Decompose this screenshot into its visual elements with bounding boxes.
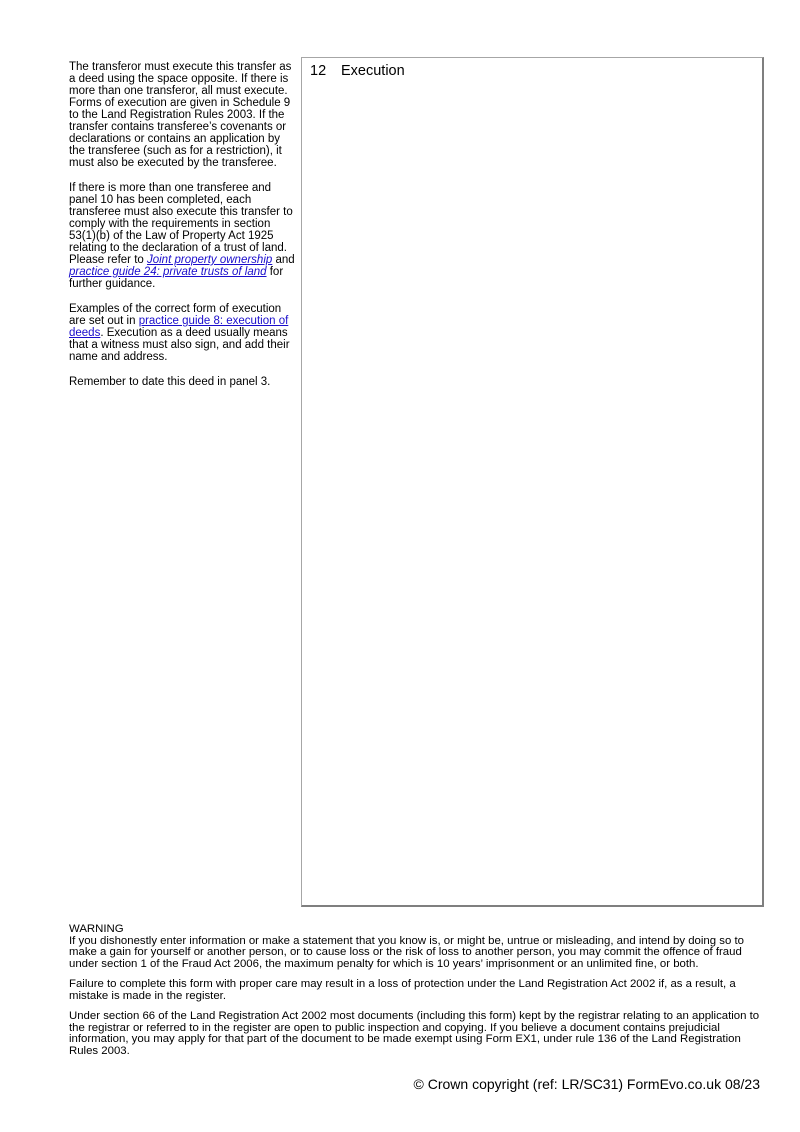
panel-title: Execution — [341, 63, 405, 79]
practice-guide-8-link[interactable]: practice guide 8: execution of deeds — [69, 315, 289, 339]
warning-title: WARNING — [69, 923, 124, 935]
guidance-text: for further guidance. — [69, 266, 284, 290]
practice-guide-24-link[interactable]: practice guide 24: private trusts of land — [69, 266, 267, 278]
guidance-text: and — [272, 254, 295, 266]
guidance-paragraph-execute: The transferor must execute this transfer as a deed using the space opposite. If there is more than one transferor, all must execute. Forms of execution are given in Schedule 9 to the Land Registration Rules 2003. If the transfer contains transferee’s covenants or declarations or contains an application by the transferee (such as for a restriction), it must also be executed by the transferee. — [69, 61, 292, 169]
guidance-paragraph-examples — [69, 303, 295, 363]
guidance-paragraph-transferees — [69, 182, 295, 290]
guidance-notes — [69, 61, 295, 401]
guidance-paragraph-date: Remember to date this deed in panel 3. — [69, 376, 271, 388]
guidance-text: . Execution as a deed usually means that a witness must also sign, and add their name and address. — [69, 327, 290, 363]
joint-property-ownership-link[interactable]: Joint property ownership — [146, 254, 273, 266]
panel-number: 12 — [310, 63, 327, 79]
execution-panel[interactable] — [301, 57, 764, 907]
warning-section — [69, 924, 765, 1066]
guidance-text: If there is more than one transferee and panel 10 has been completed, each transferee must also execute this transfer to comply with the requirements in section 53(1)(b) of the Law of Property Act 1925 relating to the declaration of a trust of land. Please refer to — [69, 182, 293, 266]
warning-fraud-text: If you dishonestly enter information or make a statement that you know is, or might be, untrue or misleading, and intend by doing so to make a gain for yourself or another person, or to cause loss or the risk of loss to another person, you may commit the offence of fraud under section 1 of the Fraud Act 2006, the maximum penalty for which is 10 years’ imprisonment or an unlimited fine, or both. — [69, 934, 744, 970]
guidance-text: Examples of the correct form of execution are set out in — [69, 303, 282, 327]
copyright-footer: © Crown copyright (ref: LR/SC31) FormEvo.co.uk 08/23 — [413, 1076, 760, 1092]
warning-proper-care-text: Failure to complete this form with proper care may result in a loss of protection under the Land Registration Act 2002 if, as a result, a mistake is made in the register. — [69, 978, 736, 1002]
warning-inspection-text: Under section 66 of the Land Registration Act 2002 most documents (including this form) kept by the registrar relating to an application to the registrar or referred to in the register are open to public inspection and copying. If you believe a document contains prejudicial information, you may apply for that part of the document to be made exempt using Form EX1, under rule 136 of the Land Registration Rules 2003. — [69, 1010, 760, 1057]
panel-heading — [310, 63, 405, 79]
